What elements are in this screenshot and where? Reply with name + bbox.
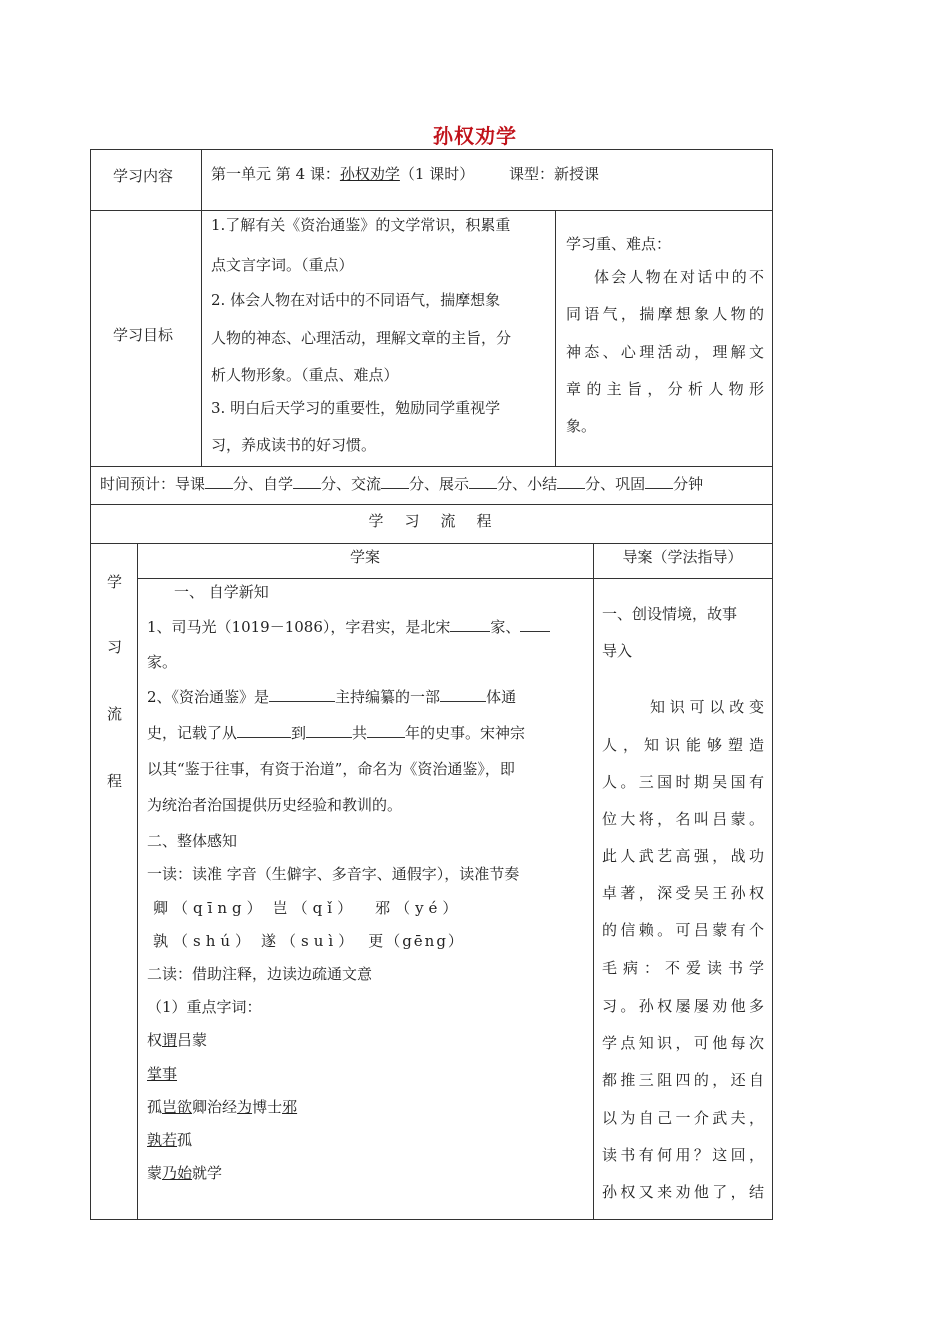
guide-line: 学点知识，可他每次 (602, 1034, 764, 1052)
read-step-2: 二读：借助注释，边读边疏通文意 (147, 965, 373, 983)
answer-blank (269, 687, 335, 702)
q2-text: 主持编纂的一部 (335, 688, 441, 706)
guide-line: 此人武艺高强，战功 (602, 847, 764, 865)
question-2-line: 以其“鉴于往事，有资于治道”，命名为《资治通鉴》，即 (147, 760, 515, 778)
lesson-info (211, 164, 599, 184)
time-blank (205, 474, 233, 489)
goal-line: 1.了解有关《资治通鉴》的文学常识，积累重 (211, 216, 511, 234)
table-border-bottom (90, 1219, 773, 1220)
question-2-line (147, 723, 525, 743)
answer-blank (306, 723, 352, 738)
xuean-header: 学案 (349, 548, 380, 566)
key-word: 乃始 (162, 1164, 193, 1182)
goal-line: 析人物形象。（重点、难点） (211, 366, 399, 384)
key-line: 神态、心理活动，理解文 (566, 343, 764, 361)
goal-line: 点文言字词。（重点） (211, 256, 354, 274)
guide-line: 以为自己一介武夫， (602, 1109, 764, 1127)
guide-line: 人，知识能够塑造 (602, 736, 764, 754)
goal-line: 2. 体会人物在对话中的不同语气，揣摩想象 (211, 291, 501, 309)
side-char: 学 (107, 573, 123, 591)
word: 蒙 (147, 1164, 163, 1182)
answer-blank (367, 723, 405, 738)
key-words-title: （1）重点字词： (147, 998, 262, 1016)
header-divider (137, 578, 773, 579)
word: 权 (147, 1031, 163, 1049)
table-border-top (90, 149, 773, 150)
pinyin-row (153, 931, 465, 951)
lesson-name: 孙权劝学 (339, 165, 400, 183)
answer-blank (237, 723, 291, 738)
pinyin-item: 岂（qǐ） (272, 899, 358, 917)
key-word: 为 (237, 1098, 253, 1116)
key-line: 章的主旨，分析人物形 (566, 380, 764, 398)
guide-heading: 一、创设情境，故事 (602, 605, 738, 623)
question-1-end: 家。 (147, 653, 178, 671)
row-divider-2 (90, 466, 773, 467)
key-word: 谓 (162, 1031, 178, 1049)
time-blank (557, 474, 585, 489)
q2-text: 2、《资治通鉴》是 (147, 688, 270, 706)
q2-text: 体通 (486, 688, 517, 706)
question-2-line: 为统治者治国提供历史经验和教训的。 (147, 796, 403, 814)
word: 孤 (177, 1131, 193, 1149)
daoan-header: 导案（学法指导） (622, 548, 743, 566)
lesson-type: 课型：新授课 (509, 165, 600, 183)
answer-blank (450, 617, 490, 632)
goal-line: 3. 明白后天学习的重要性，勉励同学重视学 (211, 399, 501, 417)
table-border-left (90, 149, 91, 1220)
flow-header: 学 习 流 程 (368, 512, 495, 530)
key-word-line (147, 1163, 222, 1183)
time-blank (645, 474, 673, 489)
label-col-divider (201, 149, 202, 467)
table-border-right (772, 149, 773, 1220)
key-word-line (147, 1097, 297, 1117)
word: 就学 (192, 1164, 223, 1182)
guide-line: 毛病：不爱读书学 (602, 959, 764, 977)
read-step-1: 一读：读准 字音（生僻字、多音字、通假字），读准节奏 (147, 865, 520, 883)
key-word: 岂欲 (162, 1098, 193, 1116)
pinyin-row (153, 898, 462, 918)
section-title: 一、 自学新知 (174, 583, 269, 601)
question-2 (147, 687, 516, 707)
page-title: 孙权劝学 (433, 124, 517, 148)
lesson-number: 第 4 课： (275, 165, 340, 183)
row-divider-3 (90, 504, 773, 505)
guide-line: 知识可以改变 (650, 698, 764, 716)
guide-line: 卓著，深受吴王孙权 (602, 884, 764, 902)
unit-text: 第一单元 (211, 165, 272, 183)
word: 卿治经 (192, 1098, 238, 1116)
goal-line: 习，养成读书的好习惯。 (211, 436, 377, 454)
key-word: 孰若 (147, 1131, 178, 1149)
guide-line: 位大将，名叫吕蒙。 (602, 810, 764, 828)
key-word: 邪 (282, 1098, 298, 1116)
row-divider-4 (90, 543, 773, 544)
key-line: 同语气，揣摩想象人物的 (566, 305, 764, 323)
q2-text: 共 (352, 724, 368, 742)
question-1 (147, 617, 550, 637)
key-line: 体会人物在对话中的不 (594, 268, 764, 286)
time-item: 分、小结 (497, 475, 558, 493)
content-label: 学习内容 (113, 167, 174, 185)
key-word-line: 掌事 (147, 1065, 178, 1083)
time-blank (293, 474, 321, 489)
guide-line: 人。三国时期吴国有 (602, 773, 764, 791)
time-estimate (100, 474, 703, 494)
word: 博士 (252, 1098, 283, 1116)
q2-text: 史，记载了从 (147, 724, 238, 742)
guide-line: 习。孙权屡屡劝他多 (602, 997, 764, 1015)
key-word-line (147, 1130, 192, 1150)
guide-line: 孙权又来劝他了，结 (602, 1183, 764, 1201)
side-char: 习 (107, 638, 123, 656)
goal-label: 学习目标 (113, 326, 174, 344)
guide-heading: 导入 (602, 642, 633, 660)
time-prefix: 时间预计：导课 (100, 475, 206, 493)
goal-col-divider (555, 210, 556, 467)
key-word-line (147, 1030, 207, 1050)
side-char: 程 (107, 772, 123, 790)
answer-blank (440, 687, 486, 702)
section-title: 二、整体感知 (147, 832, 238, 850)
guide-line: 都推三阻四的，还自 (602, 1071, 764, 1089)
answer-blank (520, 617, 550, 632)
q2-text: 到 (291, 724, 307, 742)
pinyin-item: 更（gēng） (368, 932, 465, 950)
daoan-col-divider (593, 543, 594, 1220)
guide-line: 读书有何用？这回， (602, 1146, 764, 1164)
word: 吕蒙 (177, 1031, 208, 1049)
time-blank (381, 474, 409, 489)
pinyin-item: 卿（qīng） (153, 899, 267, 917)
time-item: 分、展示 (409, 475, 470, 493)
time-item: 分、交流 (321, 475, 382, 493)
row-divider-1 (90, 210, 773, 211)
pinyin-item: 孰（shú） (153, 932, 256, 950)
q2-text: 年的史事。宋神宗 (405, 724, 526, 742)
pinyin-item: 邪（yé） (375, 899, 463, 917)
q1-text: 家、 (490, 618, 521, 636)
time-item: 分钟 (673, 475, 704, 493)
side-char: 流 (107, 705, 123, 723)
key-line: 象。 (566, 417, 597, 435)
pinyin-item: 遂（suì） (261, 932, 359, 950)
time-blank (469, 474, 497, 489)
q1-text: 1、司马光（1019－1086），字君实，是北宋 (147, 618, 451, 636)
goal-line: 人物的神态、心理活动，理解文章的主旨，分 (211, 329, 512, 347)
key-points-title: 学习重、难点： (566, 235, 672, 253)
time-item: 分、自学 (233, 475, 294, 493)
guide-line: 的信赖。可吕蒙有个 (602, 921, 764, 939)
time-item: 分、巩固 (585, 475, 646, 493)
lesson-hours: （1 课时） (399, 165, 475, 183)
side-col-divider (137, 543, 138, 1220)
word: 孤 (147, 1098, 163, 1116)
